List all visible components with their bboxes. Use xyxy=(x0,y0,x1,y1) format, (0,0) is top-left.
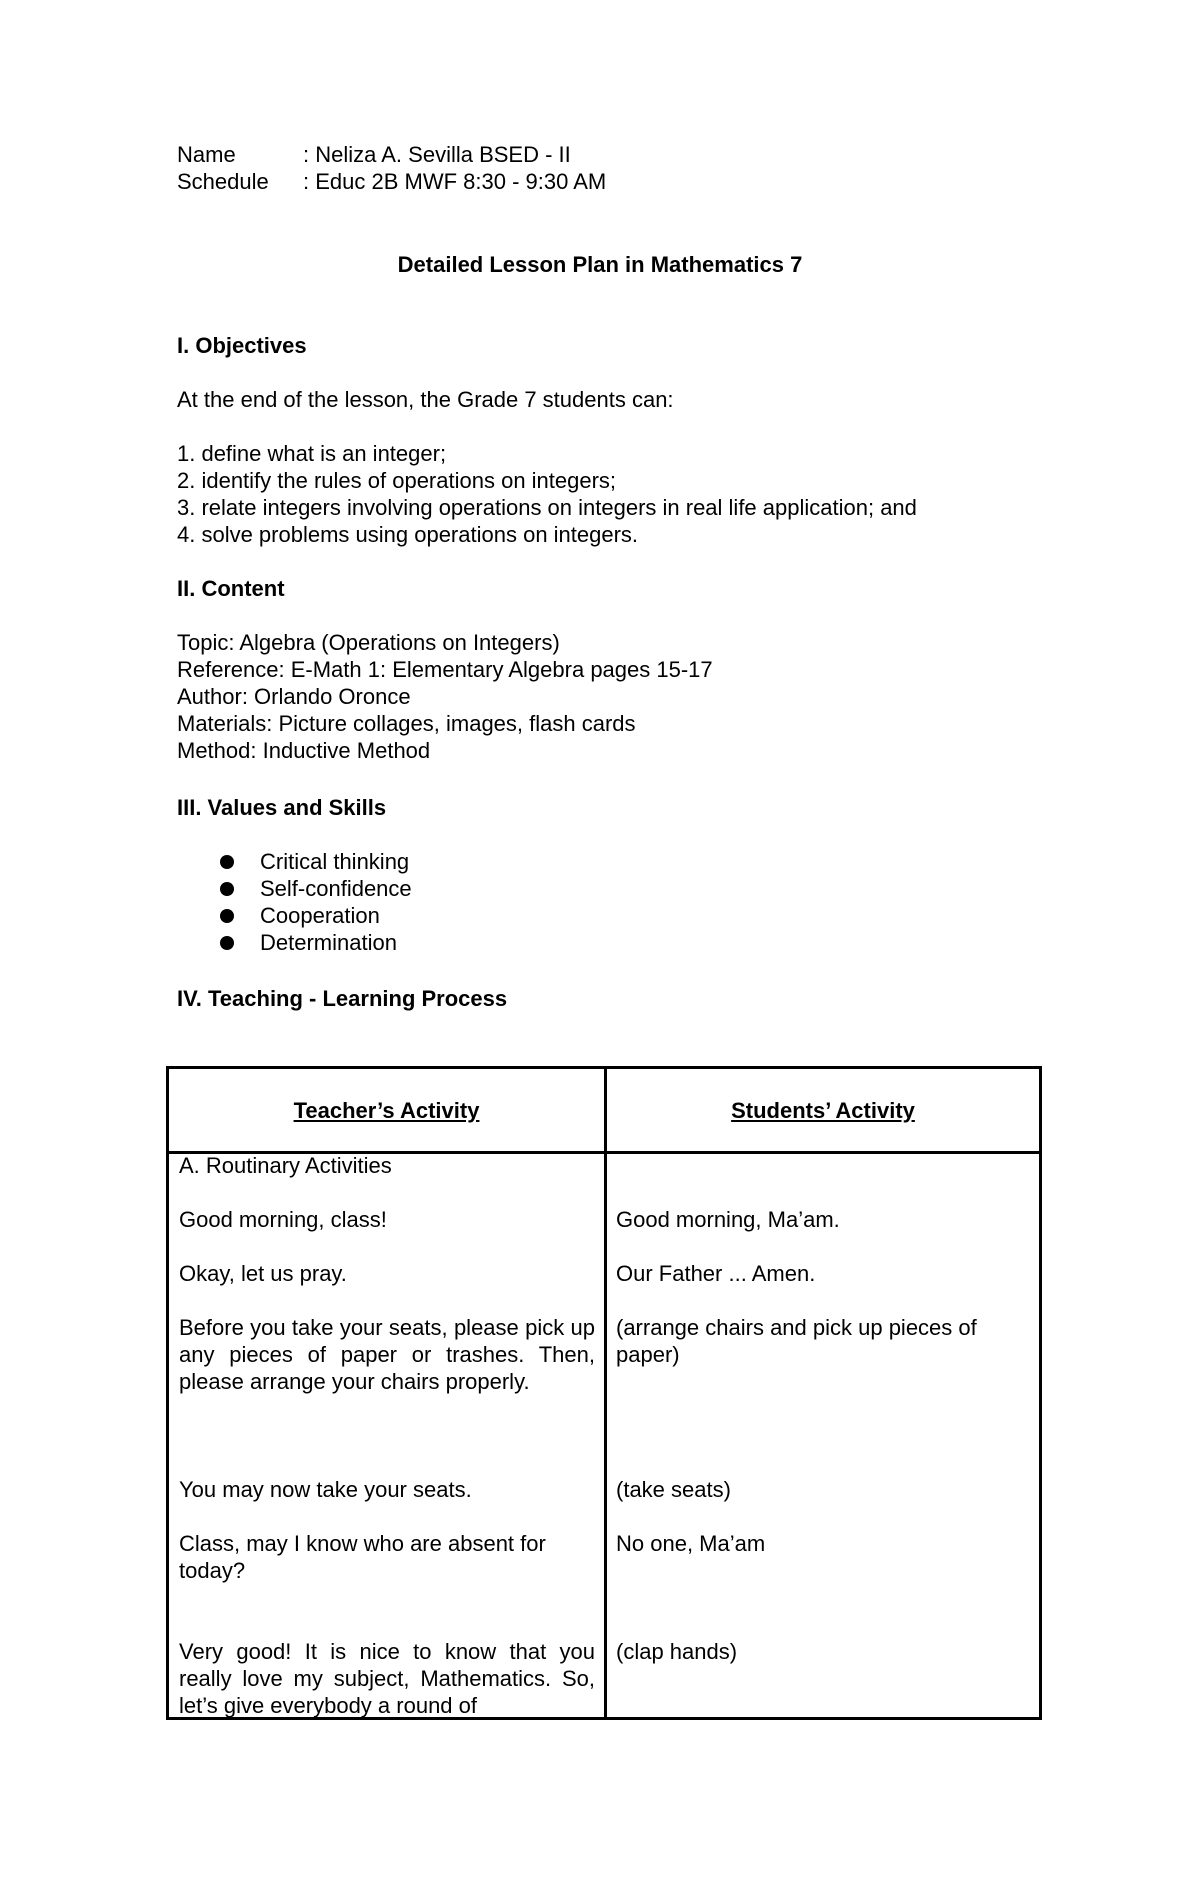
bullet-icon xyxy=(220,909,234,923)
objective-item: 1. define what is an integer; xyxy=(177,441,447,466)
content-line-topic: Topic: Algebra (Operations on Integers) xyxy=(177,630,560,655)
teacher-line: You may now take your seats. xyxy=(179,1477,472,1502)
content-line-reference: Reference: E-Math 1: Elementary Algebra pages 15-17 xyxy=(177,657,713,682)
page-title: Detailed Lesson Plan in Mathematics 7 xyxy=(397,252,803,277)
students-line: Our Father ... Amen. xyxy=(616,1261,816,1286)
activity-table xyxy=(166,1066,1042,1720)
teacher-line: Good morning, class! xyxy=(179,1207,387,1232)
values-heading: III. Values and Skills xyxy=(177,795,387,820)
students-line: No one, Ma’am xyxy=(616,1531,766,1556)
objective-item: 3. relate integers involving operations on integers in real life application; and xyxy=(177,495,917,520)
objective-item: 4. solve problems using operations on integers. xyxy=(177,522,639,547)
values-item-label: Determination xyxy=(260,930,397,955)
teacher-line: Okay, let us pray. xyxy=(179,1261,347,1286)
content-line-author: Author: Orlando Oronce xyxy=(177,684,411,709)
name-value: : Neliza A. Sevilla BSED - II xyxy=(303,142,571,167)
values-item-label: Self-confidence xyxy=(260,876,412,901)
schedule-label: Schedule xyxy=(177,169,269,194)
values-item xyxy=(220,929,412,956)
students-line: Good morning, Ma’am. xyxy=(616,1207,840,1232)
values-item-label: Cooperation xyxy=(260,903,380,928)
students-line: (clap hands) xyxy=(616,1639,738,1664)
values-item xyxy=(220,902,412,929)
schedule-value: : Educ 2B MWF 8:30 - 9:30 AM xyxy=(303,169,607,194)
values-item xyxy=(220,848,412,875)
values-item-label: Critical thinking xyxy=(260,849,410,874)
content-line-method: Method: Inductive Method xyxy=(177,738,431,763)
teacher-line: Very good! It is nice to know that you really love my subject, Mathematics. So, let’s give everybody a round of xyxy=(179,1639,595,1718)
bullet-icon xyxy=(220,882,234,896)
students-activity-header: Students’ Activity xyxy=(731,1098,915,1123)
teacher-line: Before you take your seats, please pick up any pieces of paper or trashes. Then, please arrange your chairs properly. xyxy=(179,1315,595,1394)
objectives-intro: At the end of the lesson, the Grade 7 students can: xyxy=(177,387,674,412)
values-item xyxy=(220,875,412,902)
teacher-activity-header: Teacher’s Activity xyxy=(293,1098,480,1123)
students-line: (arrange chairs and pick up pieces of paper) xyxy=(616,1315,977,1367)
students-line: (take seats) xyxy=(616,1477,731,1502)
content-line-materials: Materials: Picture collages, images, flash cards xyxy=(177,711,636,736)
routinary-activities: A. Routinary Activities xyxy=(179,1153,392,1178)
values-list xyxy=(220,848,412,956)
objective-item: 2. identify the rules of operations on integers; xyxy=(177,468,617,493)
teacher-line: Class, may I know who are absent for today? xyxy=(179,1531,546,1583)
table-column-divider xyxy=(604,1069,607,1717)
content-heading: II. Content xyxy=(177,576,285,601)
bullet-icon xyxy=(220,855,234,869)
bullet-icon xyxy=(220,936,234,950)
process-heading: IV. Teaching - Learning Process xyxy=(177,986,508,1011)
objectives-heading: I. Objectives xyxy=(177,333,307,358)
name-label: Name xyxy=(177,142,236,167)
